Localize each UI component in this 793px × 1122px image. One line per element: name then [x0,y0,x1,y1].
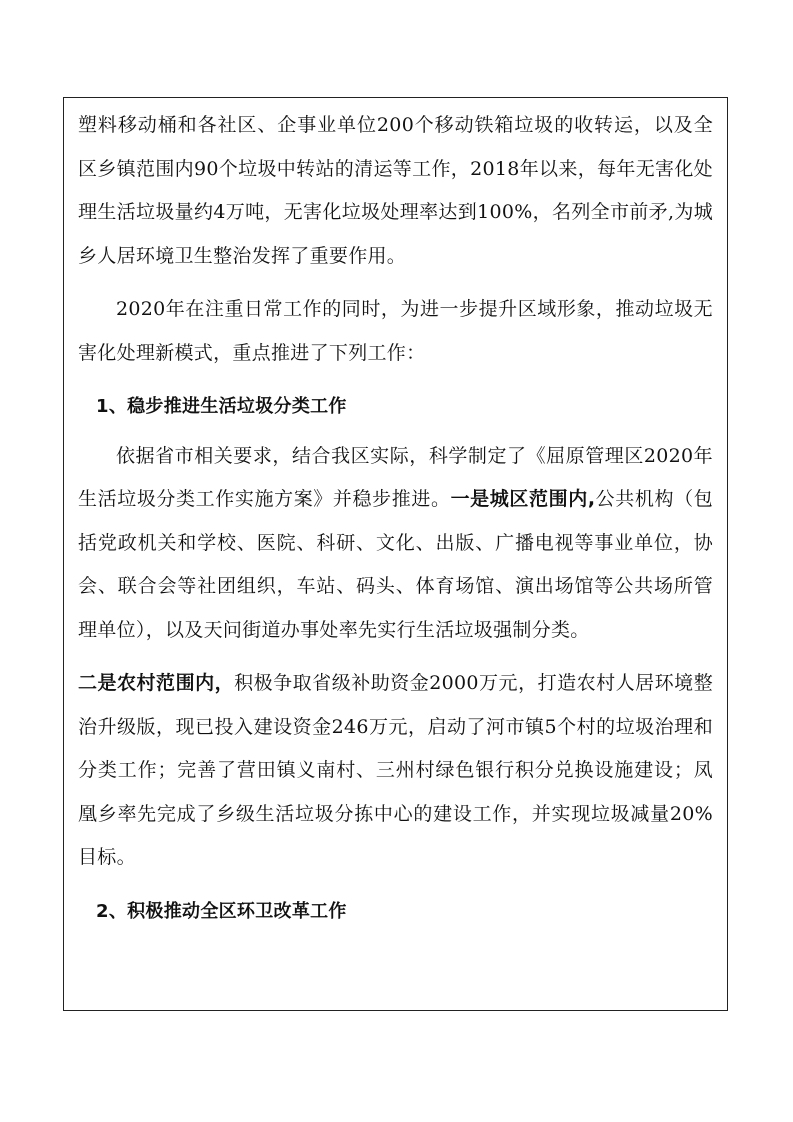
paragraph-1: 塑料移动桶和各社区、企事业单位200个移动铁箱垃圾的收转运，以及全区乡镇范围内90个垃圾中转站的清运等工作，2018年以来，每年无害化处理生活垃圾量约4万吨，无害化垃圾处理率达到100%，名列全市前矛,为城乡人居环境卫生整治发挥了重要作用。 [78,114,713,267]
document-body [78,104,713,939]
paragraph-4 [78,662,713,880]
section-heading-1: 1、稳步推进生活垃圾分类工作 [96,396,347,417]
paragraph-3-rest: 公共机构（包括党政机关和学校、医院、科研、文化、出版、广播电视等事业单位，协会、联合会等社团组织，车站、码头、体育场馆、演出场馆等公共场所管理单位），以及天问街道办事处率先实行生活垃圾强制分类。 [78,488,713,641]
paragraph-4-rest: 积极争取省级补助资金2000万元，打造农村人居环境整治升级版，现已投入建设资金246万元，启动了河市镇5个村的垃圾治理和分类工作；完善了营田镇义南村、三州村绿色银行积分兑换设施建设；凤凰乡率先完成了乡级生活垃圾分拣中心的建设工作，并实现垃圾减量20%目标。 [78,672,714,868]
paragraph-2: 2020年在注重日常工作的同时，为进一步提升区域形象，推动垃圾无害化处理新模式，重点推进了下列工作： [78,298,713,364]
paragraph-3-bold: 一是城区范围内, [450,488,596,510]
paragraph-4-bold: 二是农村范围内， [78,672,235,694]
section-heading-2: 2、积极推动全区环卫改革工作 [96,900,347,922]
paragraph-3 [78,435,713,653]
paragraph-3-text: 依据省市相关要求，结合我区实际，科学制定了《屈原管理区2020年生活垃圾分类工作实施方案》并稳步推进。 [78,444,713,510]
document-frame [63,97,728,1011]
